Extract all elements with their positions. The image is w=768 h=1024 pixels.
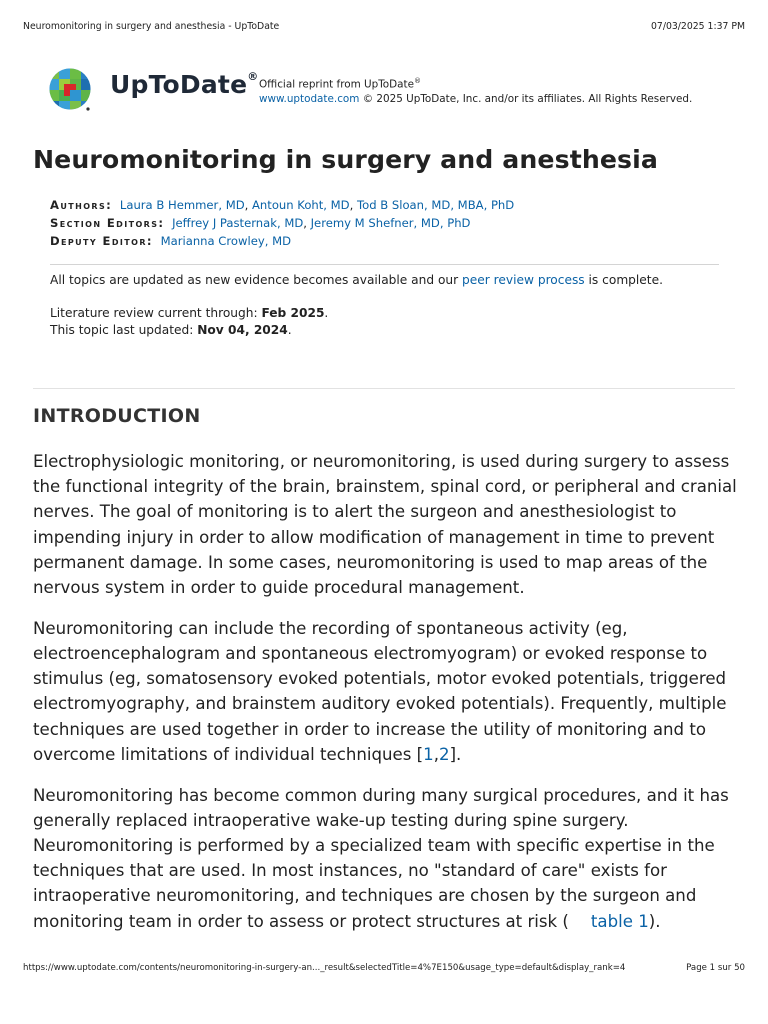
section-heading: INTRODUCTION: [33, 405, 201, 427]
lit-review-line: Literature review current through: Feb 2025.: [50, 306, 329, 320]
authors-label: Authors:: [50, 198, 113, 212]
divider: [33, 388, 735, 389]
last-updated-line: This topic last updated: Nov 04, 2024.: [50, 323, 292, 337]
brand: [48, 66, 268, 114]
author-link[interactable]: Antoun Koht, MD: [252, 198, 350, 212]
author-block: Authors: Laura B Hemmer, MD, Antoun Koht, MD, Tod B Sloan, MD, MBA, PhD Section Editors: Jeffrey J Pasternak, MD, Jeremy M Shefner, MD, PhD Deputy Editor: Marianna Crowley, MD: [50, 198, 515, 248]
reprint-notice: Official reprint from UpToDate® www.uptodate.com © 2025 UpToDate, Inc. and/or its affiliates. All Rights Reserved.: [259, 77, 693, 106]
print-footer: [23, 961, 745, 975]
paragraph: Neuromonitoring has become common during many surgical procedures, and it has generally replaced intraoperative wake-up testing during spine surgery. Neuromonitoring is performed by a specialized team with specific expertise in the techniques that are used. In most instances, no "standard of care" exists for intraoperative neuromonitoring, and techniques are chosen by the surgeon and monitoring team in order to assess or protect structures at risk ( table 1).: [33, 785, 729, 931]
section-editors-label: Section Editors:: [50, 216, 165, 230]
uptodate-logo-icon: [48, 68, 94, 114]
divider: [50, 264, 719, 265]
article-body: [33, 449, 739, 949]
print-datetime: 07/03/2025 1:37 PM: [651, 20, 745, 32]
reference-link[interactable]: 1: [423, 744, 434, 764]
editor-link[interactable]: Jeffrey J Pasternak, MD: [172, 216, 304, 230]
editor-link[interactable]: Jeremy M Shefner, MD, PhD: [310, 216, 471, 230]
peer-review-link[interactable]: peer review process: [462, 273, 585, 287]
paragraph: Electrophysiologic monitoring, or neuromonitoring, is used during surgery to assess the functional integrity of the brain, brainstem, spinal cord, or peripheral and cranial nerves. The goal of monitoring is to alert the surgeon and anesthesiologist to impending injury in order to allow modification of management in time to prevent permanent damage. In some cases, neuromonitoring is used to map areas of the nervous system in order to guide procedural management.: [33, 452, 737, 598]
page-number: Page 1 sur 50: [686, 963, 745, 973]
topic-notes: [50, 272, 730, 339]
brand-name: UpToDate®: [110, 69, 259, 99]
paragraph: Neuromonitoring can include the recording of spontaneous activity (eg, electroencephalogram and spontaneous electromyogram) or evoked response to stimulus (eg, somatosensory evoked potentials, motor evoked potentials, triggered electromyography, and brainstem auditory evoked potentials). Frequently, multiple techniques are used together in order to increase the utility of monitoring and to overcome limitations of individual techniques [1,2].: [33, 618, 727, 764]
reference-link[interactable]: 2: [439, 744, 450, 764]
uptodate-link[interactable]: www.uptodate.com: [259, 93, 360, 106]
print-title: Neuromonitoring in surgery and anesthesia - UpToDate: [23, 20, 280, 32]
article-title: Neuromonitoring in surgery and anesthesia: [33, 145, 658, 174]
print-header: [23, 19, 745, 33]
author-link[interactable]: Tod B Sloan, MD, MBA, PhD: [357, 198, 515, 212]
page-url: https://www.uptodate.com/contents/neuromonitoring-in-surgery-an..._result&selectedTitle=4%7E150&usage_type=default&display_rank=4: [23, 963, 626, 973]
update-note: All topics are updated as new evidence becomes available and our peer review process is complete.: [50, 273, 663, 287]
deputy-editor-label: Deputy Editor:: [50, 234, 153, 248]
deputy-editor-link[interactable]: Marianna Crowley, MD: [160, 234, 292, 248]
table-link[interactable]: table 1: [590, 911, 649, 931]
author-link[interactable]: Laura B Hemmer, MD: [119, 198, 245, 212]
